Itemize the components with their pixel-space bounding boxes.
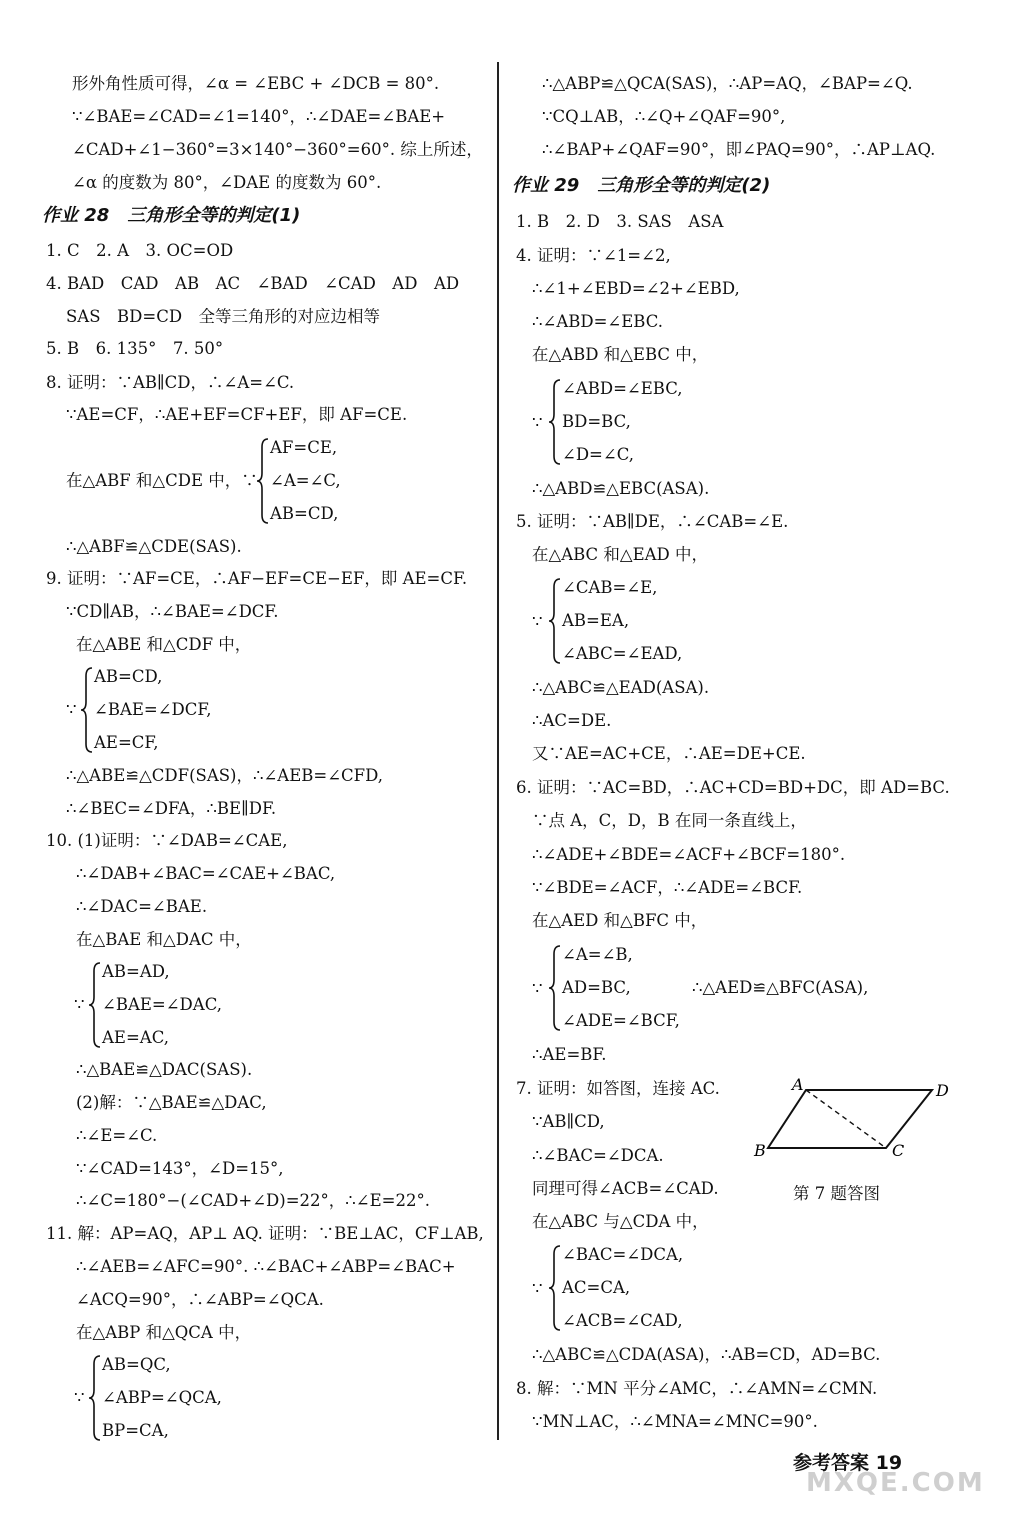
text-line: ∴AE=BF. — [532, 1045, 607, 1064]
text-line: (2)解：∵△BAE≌△DAC, — [76, 1093, 267, 1112]
text-line: 11. 解：AP=AQ，AP⊥ AQ. 证明：∵BE⊥AC，CF⊥AB, — [46, 1224, 484, 1243]
system-line: AC=CA, — [562, 1278, 631, 1297]
system-line: ∠BAC=∠DCA, — [562, 1245, 684, 1264]
system-line: ∠D=∠C, — [562, 445, 634, 464]
text-line: ∴∠ABD=∠EBC. — [532, 312, 664, 331]
text-line: ∵∠BDE=∠ACF，∴∠ADE=∠BCF. — [532, 878, 803, 897]
parallelogram-figure — [744, 1076, 954, 1166]
text-line: ∴△ABC≌△CDA(ASA)，∴AB=CD，AD=BC. — [532, 1345, 881, 1364]
text-line: 在△BAE 和△DAC 中， — [76, 930, 252, 949]
vertex-label-b: B — [754, 1141, 766, 1160]
text-line: ∴∠BAP+∠QAF=90°，即∠PAQ=90°，∴AP⊥AQ. — [542, 140, 936, 159]
brace — [80, 666, 94, 754]
text-line: SAS BD=CD 全等三角形的对应边相等 — [66, 307, 381, 326]
text-line: 同理可得∠ACB=∠CAD. — [532, 1179, 719, 1198]
brace — [548, 577, 562, 665]
system-line: ∠CAB=∠E, — [562, 578, 658, 597]
text-line: 在△ABE 和△CDF 中， — [76, 635, 252, 654]
footer-label: 参考答案 — [793, 1452, 870, 1474]
text-line: ∴∠C=180°−(∠CAD+∠D)=22°，∴∠E=22°. — [76, 1191, 430, 1210]
system-line: ∠ABP=∠QCA, — [102, 1388, 222, 1407]
system-line: BD=BC, — [562, 412, 631, 431]
text-line: 在△ABC 与△CDA 中， — [532, 1212, 709, 1231]
text-line: ∴∠E=∠C. — [76, 1126, 158, 1145]
text-line: 在△ABF 和△CDE 中，∵ — [66, 471, 258, 490]
text-line: 4. BAD CAD AB AC ∠BAD ∠CAD AD AD — [46, 274, 460, 293]
system-line: AB=CD, — [94, 667, 163, 686]
text-line: 在△ABC 和△EAD 中， — [532, 545, 709, 564]
text-line: ∵AE=CF，∴AE+EF=CF+EF，即 AF=CE. — [66, 405, 408, 424]
text-line: 在△AED 和△BFC 中， — [532, 911, 708, 930]
text-line: 又∵AE=AC+CE，∴AE=DE+CE. — [532, 744, 806, 763]
brace — [88, 961, 102, 1049]
system-line: ∠BAE=∠DAC, — [102, 995, 222, 1014]
text-line: 8. 解：∵MN 平分∠AMC，∴∠AMN=∠CMN. — [516, 1379, 878, 1398]
vertex-label-c: C — [892, 1141, 905, 1160]
text-line: ∴∠DAB+∠BAC=∠CAE+∠BAC, — [76, 864, 336, 883]
text-line: 9. 证明：∵AF=CE，∴AF−EF=CE−EF，即 AE=CF. — [46, 569, 468, 588]
system-line: ∠ABC=∠EAD, — [562, 644, 683, 663]
brace — [256, 437, 270, 525]
text-line: 8. 证明：∵AB∥CD，∴∠A=∠C. — [46, 373, 295, 392]
text-line: 在△ABD 和△EBC 中， — [532, 345, 709, 364]
brace — [548, 944, 562, 1032]
system-line: ∠ACB=∠CAD, — [562, 1311, 683, 1330]
text-line: 5. B 6. 135° 7. 50° — [46, 339, 224, 358]
text-line: ∴∠BAC=∠DCA. — [532, 1146, 664, 1165]
text-line: ∴∠AEB=∠AFC=90°. ∴∠BAC+∠ABP=∠BAC+ — [76, 1257, 456, 1276]
text-line: ∠ACQ=90°，∴∠ABP=∠QCA. — [76, 1290, 324, 1309]
column-divider — [497, 62, 499, 1440]
system-line: AB=EA, — [562, 611, 630, 630]
text-line: ∴△ABF≌△CDE(SAS). — [66, 537, 242, 556]
text-line: ∴△ABP≌△QCA(SAS)，∴AP=AQ，∠BAP=∠Q. — [542, 74, 913, 93]
section-heading-29: 作业 29 三角形全等的判定(2) — [512, 175, 771, 196]
system-line: ∠A=∠B, — [562, 945, 633, 964]
text-line: ∴∠BEC=∠DFA，∴BE∥DF. — [66, 799, 277, 818]
text-line: ∵点 A，C，D，B 在同一条直线上， — [532, 811, 807, 830]
because-symbol: ∵ — [66, 700, 77, 719]
text-line: 7. 证明：如答图，连接 AC. — [516, 1079, 720, 1098]
text-line: ∴∠DAC=∠BAE. — [76, 897, 208, 916]
because-symbol: ∵ — [74, 1388, 85, 1407]
brace — [88, 1354, 102, 1442]
text-line: ∴AC=DE. — [532, 711, 612, 730]
because-symbol: ∵ — [532, 1279, 543, 1298]
system-line: ∠A=∠C, — [270, 471, 341, 490]
system-line: AB=CD, — [270, 504, 339, 523]
text-line: ∴△ABE≌△CDF(SAS)，∴∠AEB=∠CFD, — [66, 766, 384, 785]
brace — [548, 1244, 562, 1332]
text-line: 在△ABP 和△QCA 中， — [76, 1323, 252, 1342]
text-line: ∵∠CAD=143°，∠D=15°, — [76, 1159, 284, 1178]
text-line: 形外角性质可得，∠α = ∠EBC + ∠DCB = 80°. — [72, 74, 440, 93]
vertex-label-a: A — [792, 1076, 804, 1094]
vertex-label-d: D — [936, 1081, 949, 1100]
system-line: AB=AD, — [102, 962, 170, 981]
text-line: ∵AB∥CD, — [532, 1112, 605, 1131]
text-line: 4. 证明：∵∠1=∠2, — [516, 246, 671, 265]
text-line: ∴△ABC≌△EAD(ASA). — [532, 678, 710, 697]
system-line: ∠BAE=∠DCF, — [94, 700, 212, 719]
text-line: ∠CAD+∠1−360°=3×140°−360°=60°. 综上所述， — [72, 140, 483, 159]
page-number: 19 — [875, 1452, 903, 1474]
system-line: AD=BC, — [562, 978, 631, 997]
system-line: BP=CA, — [102, 1421, 169, 1440]
text-line: ∴∠ADE+∠BDE=∠ACF+∠BCF=180°. — [532, 845, 846, 864]
system-line: AB=QC, — [102, 1355, 171, 1374]
figure-caption: 第 7 题答图 — [793, 1184, 880, 1203]
watermark: MXQE.COM — [806, 1468, 985, 1498]
text-line: ∵MN⊥AC，∴∠MNA=∠MNC=90°. — [532, 1412, 818, 1431]
text-line: ∴△AED≌△BFC(ASA), — [692, 978, 869, 997]
text-line: ∠α 的度数为 80°，∠DAE 的度数为 60°. — [72, 173, 382, 192]
because-symbol: ∵ — [532, 413, 543, 432]
because-symbol: ∵ — [74, 995, 85, 1014]
system-line: ∠ABD=∠EBC, — [562, 379, 683, 398]
text-line: ∵∠BAE=∠CAD=∠1=140°，∴∠DAE=∠BAE+ — [72, 107, 446, 126]
text-line: 1. C 2. A 3. OC=OD — [46, 241, 234, 260]
brace — [548, 378, 562, 466]
because-symbol: ∵ — [532, 612, 543, 631]
text-line: 10. (1)证明：∵∠DAB=∠CAE, — [46, 831, 288, 850]
section-heading-28: 作业 28 三角形全等的判定(1) — [42, 205, 301, 226]
text-line: ∴△BAE≌△DAC(SAS). — [76, 1060, 253, 1079]
text-line: 6. 证明：∵AC=BD，∴AC+CD=BD+DC，即 AD=BC. — [516, 778, 950, 797]
text-line: ∵CD∥AB，∴∠BAE=∠DCF. — [66, 602, 279, 621]
text-line: 5. 证明：∵AB∥DE，∴∠CAB=∠E. — [516, 512, 789, 531]
because-symbol: ∵ — [532, 979, 543, 998]
system-line: AF=CE, — [270, 438, 338, 457]
text-line: 1. B 2. D 3. SAS ASA — [516, 212, 724, 231]
system-line: AE=AC, — [102, 1028, 169, 1047]
text-line: ∴△ABD≌△EBC(ASA). — [532, 479, 710, 498]
system-line: ∠ADE=∠BCF, — [562, 1011, 680, 1030]
system-line: AE=CF, — [94, 733, 159, 752]
text-line: ∴∠1+∠EBD=∠2+∠EBD, — [532, 279, 740, 298]
text-line: ∵CQ⊥AB，∴∠Q+∠QAF=90°, — [542, 107, 786, 126]
